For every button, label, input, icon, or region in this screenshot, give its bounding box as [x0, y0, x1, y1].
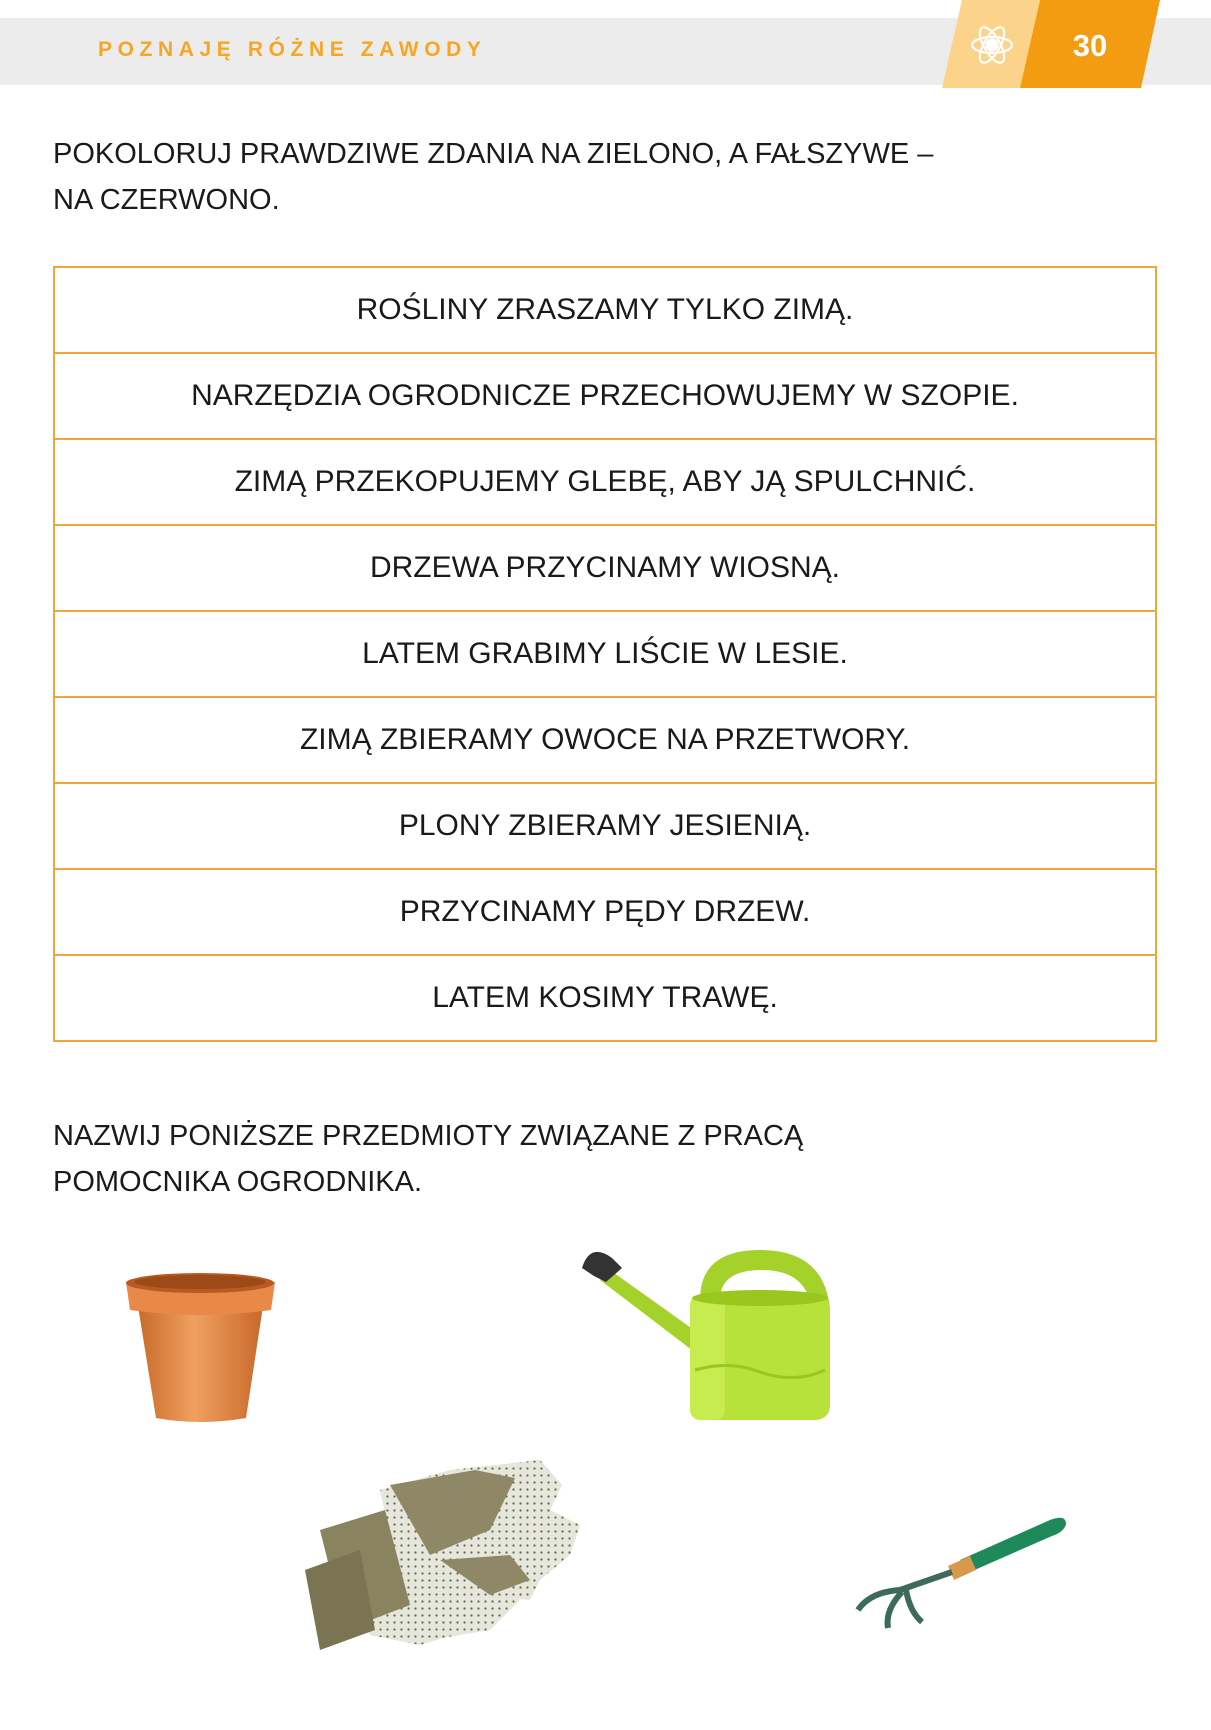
table-row	[54, 267, 1156, 353]
sentences-table	[53, 266, 1157, 1042]
flower-pot-icon	[118, 1268, 283, 1428]
table-row	[54, 783, 1156, 869]
sentence-cell[interactable]: DRZEWA PRZYCINAMY WIOSNĄ.	[54, 525, 1156, 611]
instruction-line: NA CZERWONO.	[53, 184, 280, 216]
instruction-line: NAZWIJ PONIŻSZE PRZEDMIOTY ZWIĄZANE Z PRACĄ	[53, 1120, 804, 1152]
page-number: 30	[1072, 28, 1108, 63]
sentence-cell[interactable]: LATEM KOSIMY TRAWĘ.	[54, 955, 1156, 1041]
sentence-cell[interactable]: ZIMĄ ZBIERAMY OWOCE NA PRZETWORY.	[54, 697, 1156, 783]
table-row	[54, 525, 1156, 611]
sentence-cell[interactable]: LATEM GRABIMY LIŚCIE W LESIE.	[54, 611, 1156, 697]
sentence-cell[interactable]: NARZĘDZIA OGRODNICZE PRZECHOWUJEMY W SZOPIE.	[54, 353, 1156, 439]
exercise-2-instruction	[53, 1113, 1153, 1205]
gardening-gloves-icon	[300, 1430, 605, 1670]
exercise-1-instruction	[53, 131, 1153, 223]
sentence-cell[interactable]: ZIMĄ PRZEKOPUJEMY GLEBĘ, ABY JĄ SPULCHNIĆ.	[54, 439, 1156, 525]
hand-cultivator-icon	[830, 1500, 1070, 1640]
table-row	[54, 697, 1156, 783]
instruction-line: POMOCNIKA OGRODNIKA.	[53, 1166, 422, 1198]
watering-can-icon	[580, 1240, 860, 1435]
table-row	[54, 439, 1156, 525]
table-row	[54, 611, 1156, 697]
table-row	[54, 869, 1156, 955]
sentence-cell[interactable]: PLONY ZBIERAMY JESIENIĄ.	[54, 783, 1156, 869]
table-row	[54, 353, 1156, 439]
sentence-cell[interactable]: PRZYCINAMY PĘDY DRZEW.	[54, 869, 1156, 955]
table-row	[54, 955, 1156, 1041]
instruction-line: POKOLORUJ PRAWDZIWE ZDANIA NA ZIELONO, A FAŁSZYWE –	[53, 138, 934, 170]
section-title: POZNAJĘ RÓŻNE ZAWODY	[98, 38, 487, 61]
sentence-cell[interactable]: ROŚLINY ZRASZAMY TYLKO ZIMĄ.	[54, 267, 1156, 353]
